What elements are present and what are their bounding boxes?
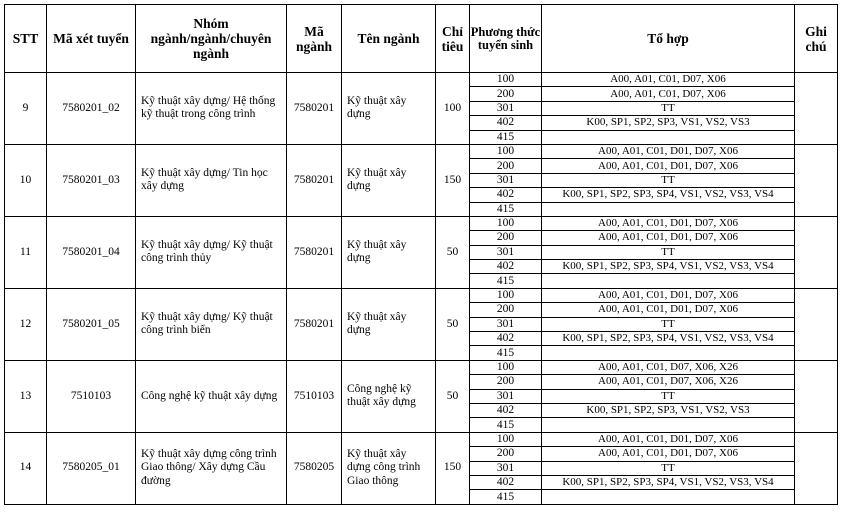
stt-cell: 11 — [5, 216, 47, 288]
table-row — [5, 216, 838, 230]
chi-tieu-cell: 150 — [436, 144, 470, 216]
method-code-cell: 402 — [470, 116, 542, 130]
method-code-cell: 100 — [470, 144, 542, 158]
table-row — [5, 73, 838, 87]
to-hop-cell: A00, A01, C01, D01, D07, X06 — [542, 288, 795, 302]
header-ma-xet-tuyen: Mã xét tuyển — [47, 5, 136, 73]
to-hop-cell: TT — [542, 389, 795, 403]
table-row — [5, 432, 838, 446]
to-hop-cell: A00, A01, C01, D07, X06 — [542, 87, 795, 101]
method-code-cell: 200 — [470, 159, 542, 173]
method-code-cell: 200 — [470, 375, 542, 389]
method-code-cell: 200 — [470, 303, 542, 317]
method-code-cell: 301 — [470, 245, 542, 259]
method-code-cell: 415 — [470, 202, 542, 216]
chi-tieu-cell: 50 — [436, 216, 470, 288]
header-chi-tieu: Chỉ tiêu — [436, 5, 470, 73]
method-code-cell: 402 — [470, 475, 542, 489]
ma-nganh-cell: 7580205 — [287, 432, 342, 504]
chi-tieu-cell: 50 — [436, 360, 470, 432]
ghi-chu-cell — [795, 144, 838, 216]
table-row — [5, 144, 838, 158]
stt-cell: 9 — [5, 73, 47, 145]
ma-xet-tuyen-cell: 7580201_05 — [47, 288, 136, 360]
to-hop-cell: TT — [542, 245, 795, 259]
to-hop-cell: A00, A01, C01, D07, X06, X26 — [542, 360, 795, 374]
method-code-cell: 100 — [470, 73, 542, 87]
ma-xet-tuyen-cell: 7580201_02 — [47, 73, 136, 145]
to-hop-cell: TT — [542, 173, 795, 187]
method-code-cell: 200 — [470, 231, 542, 245]
method-code-cell: 100 — [470, 216, 542, 230]
to-hop-cell: TT — [542, 317, 795, 331]
ma-nganh-cell: 7580201 — [287, 288, 342, 360]
stt-cell: 14 — [5, 432, 47, 504]
table-body — [5, 73, 838, 505]
to-hop-cell: K00, SP1, SP2, SP3, SP4, VS1, VS2, VS3, VS4 — [542, 332, 795, 346]
ten-nganh-cell: Kỹ thuật xây dựng công trình Giao thông — [342, 432, 436, 504]
table-header — [5, 5, 838, 73]
ma-xet-tuyen-cell: 7510103 — [47, 360, 136, 432]
method-code-cell: 301 — [470, 317, 542, 331]
to-hop-cell: A00, A01, C01, D01, D07, X06 — [542, 303, 795, 317]
nhom-nganh-cell: Công nghệ kỹ thuật xây dựng — [136, 360, 287, 432]
to-hop-cell: A00, A01, C01, D01, D07, X06 — [542, 159, 795, 173]
method-code-cell: 200 — [470, 447, 542, 461]
method-code-cell: 301 — [470, 389, 542, 403]
chi-tieu-cell: 100 — [436, 73, 470, 145]
method-code-cell: 415 — [470, 274, 542, 288]
to-hop-cell: A00, A01, C01, D01, D07, X06 — [542, 216, 795, 230]
to-hop-cell: K00, SP1, SP2, SP3, SP4, VS1, VS2, VS3, VS4 — [542, 188, 795, 202]
to-hop-cell: K00, SP1, SP2, SP3, SP4, VS1, VS2, VS3, VS4 — [542, 475, 795, 489]
nhom-nganh-cell: Kỹ thuật xây dựng công trình Giao thông/ Xây dựng Cầu đường — [136, 432, 287, 504]
to-hop-cell: TT — [542, 101, 795, 115]
to-hop-cell: A00, A01, C01, D01, D07, X06 — [542, 432, 795, 446]
header-nhom-nganh: Nhóm ngành/ngành/chuyên ngành — [136, 5, 287, 73]
method-code-cell: 402 — [470, 188, 542, 202]
stt-cell: 10 — [5, 144, 47, 216]
nhom-nganh-cell: Kỹ thuật xây dựng/ Kỹ thuật công trình biển — [136, 288, 287, 360]
ten-nganh-cell: Kỹ thuật xây dựng — [342, 73, 436, 145]
ma-nganh-cell: 7580201 — [287, 216, 342, 288]
method-code-cell: 200 — [470, 87, 542, 101]
method-code-cell: 415 — [470, 490, 542, 504]
header-ten-nganh: Tên ngành — [342, 5, 436, 73]
stt-cell: 12 — [5, 288, 47, 360]
header-ma-nganh: Mã ngành — [287, 5, 342, 73]
header-ghi-chu: Ghi chú — [795, 5, 838, 73]
nhom-nganh-cell: Kỹ thuật xây dựng/ Tin học xây dựng — [136, 144, 287, 216]
method-code-cell: 415 — [470, 130, 542, 144]
ma-xet-tuyen-cell: 7580201_04 — [47, 216, 136, 288]
method-code-cell: 402 — [470, 403, 542, 417]
method-code-cell: 301 — [470, 101, 542, 115]
ten-nganh-cell: Kỹ thuật xây dựng — [342, 144, 436, 216]
to-hop-cell: K00, SP1, SP2, SP3, SP4, VS1, VS2, VS3, VS4 — [542, 260, 795, 274]
to-hop-cell — [542, 490, 795, 504]
stt-cell: 13 — [5, 360, 47, 432]
ghi-chu-cell — [795, 73, 838, 145]
ghi-chu-cell — [795, 432, 838, 504]
header-to-hop: Tổ hợp — [542, 5, 795, 73]
to-hop-cell: K00, SP1, SP2, SP3, VS1, VS2, VS3 — [542, 403, 795, 417]
method-code-cell: 301 — [470, 461, 542, 475]
ma-xet-tuyen-cell: 7580201_03 — [47, 144, 136, 216]
ghi-chu-cell — [795, 360, 838, 432]
method-code-cell: 100 — [470, 432, 542, 446]
method-code-cell: 100 — [470, 288, 542, 302]
to-hop-cell — [542, 418, 795, 432]
to-hop-cell: TT — [542, 461, 795, 475]
to-hop-cell: K00, SP1, SP2, SP3, VS1, VS2, VS3 — [542, 116, 795, 130]
nhom-nganh-cell: Kỹ thuật xây dựng/ Hệ thống kỹ thuật trong công trình — [136, 73, 287, 145]
to-hop-cell: A00, A01, C01, D01, D07, X06 — [542, 231, 795, 245]
table-row — [5, 288, 838, 302]
to-hop-cell — [542, 202, 795, 216]
method-code-cell: 415 — [470, 346, 542, 360]
ma-nganh-cell: 7580201 — [287, 144, 342, 216]
ma-nganh-cell: 7580201 — [287, 73, 342, 145]
to-hop-cell: A00, A01, C01, D01, D07, X06 — [542, 144, 795, 158]
ghi-chu-cell — [795, 288, 838, 360]
method-code-cell: 415 — [470, 418, 542, 432]
admission-table — [4, 4, 838, 505]
to-hop-cell: A00, A01, C01, D07, X06, X26 — [542, 375, 795, 389]
ma-nganh-cell: 7510103 — [287, 360, 342, 432]
method-code-cell: 402 — [470, 332, 542, 346]
to-hop-cell — [542, 346, 795, 360]
table-row — [5, 360, 838, 374]
header-stt: STT — [5, 5, 47, 73]
to-hop-cell — [542, 274, 795, 288]
header-phuong-thuc: Phương thức tuyển sinh — [470, 5, 542, 73]
ghi-chu-cell — [795, 216, 838, 288]
ten-nganh-cell: Kỹ thuật xây dựng — [342, 288, 436, 360]
to-hop-cell — [542, 130, 795, 144]
method-code-cell: 301 — [470, 173, 542, 187]
chi-tieu-cell: 50 — [436, 288, 470, 360]
ten-nganh-cell: Công nghệ kỹ thuật xây dựng — [342, 360, 436, 432]
ten-nganh-cell: Kỹ thuật xây dựng — [342, 216, 436, 288]
ma-xet-tuyen-cell: 7580205_01 — [47, 432, 136, 504]
method-code-cell: 100 — [470, 360, 542, 374]
to-hop-cell: A00, A01, C01, D07, X06 — [542, 73, 795, 87]
nhom-nganh-cell: Kỹ thuật xây dựng/ Kỹ thuật công trình thủy — [136, 216, 287, 288]
chi-tieu-cell: 150 — [436, 432, 470, 504]
method-code-cell: 402 — [470, 260, 542, 274]
to-hop-cell: A00, A01, C01, D01, D07, X06 — [542, 447, 795, 461]
